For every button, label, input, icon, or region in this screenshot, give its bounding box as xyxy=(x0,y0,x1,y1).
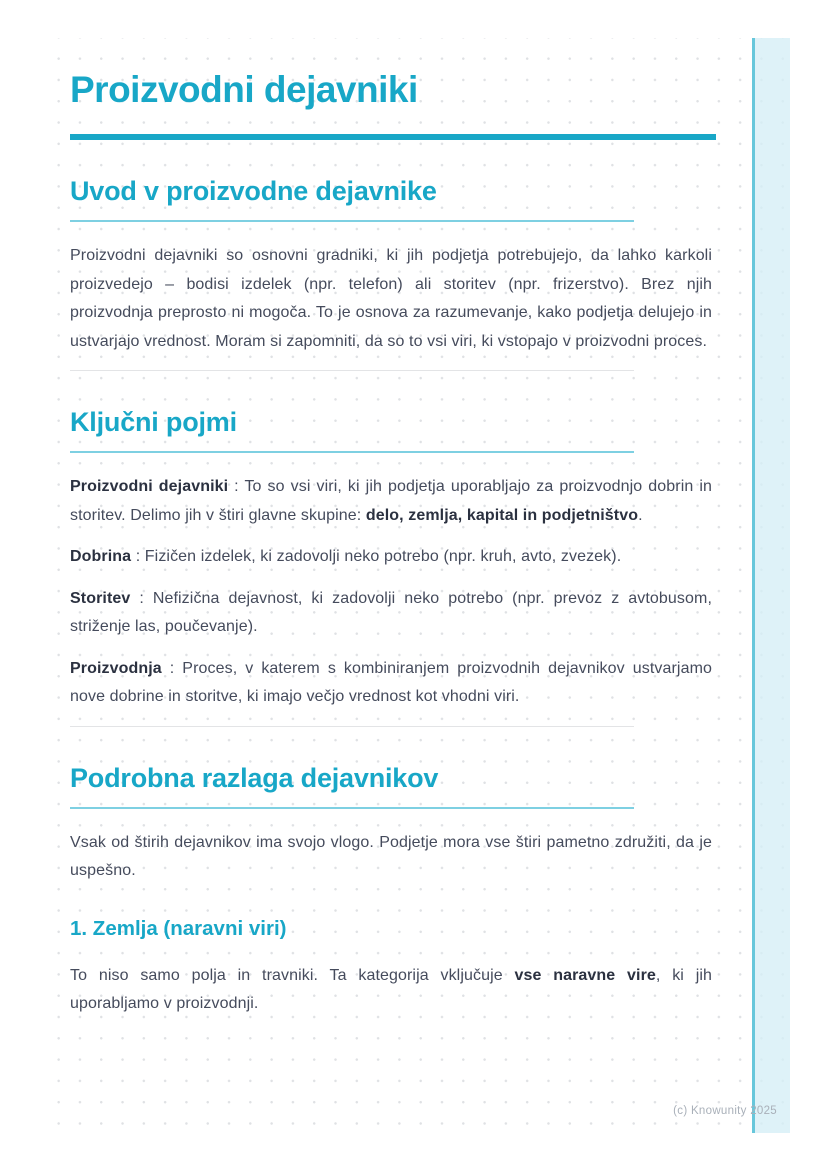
page-title: Proizvodni dejavniki xyxy=(70,69,418,110)
footer-copyright: (c) Knowunity 2025 xyxy=(673,1105,777,1117)
paragraph-definition-dobrina: Dobrina : Fizičen izdelek, ki zadovolji neko potrebo (npr. kruh, avto, zvezek). xyxy=(70,548,622,565)
paragraph-definition-storitev: Storitev : Nefizična dejavnost, ki zadovolji neko potrebo (npr. prevoz z avtobusom, striženje las, poučevanje). xyxy=(70,589,712,635)
paragraph-definition-proizvodnja: Proizvodnja : Proces, v katerem s kombiniranjem proizvodnih dejavnikov ustvarjamo nove dobrine in storitve, ki imajo večjo vrednost kot vhodni viri. xyxy=(70,659,712,705)
section-podrobna-razlaga xyxy=(70,761,712,1019)
paragraph-definition-proizvodni-dejavniki: Proizvodni dejavniki : To so vsi viri, ki jih podjetja uporabljajo za proizvodnjo dobrin in storitev. Delimo jih v štiri glavne skupine: delo, zemlja, kapital in podjetništvo. xyxy=(70,478,713,524)
paragraph-intro: Proizvodni dejavniki so osnovni gradniki, ki jih podjetja potrebujejo, da lahko karkoli proizvedejo – bodisi izdelek (npr. telefon) ali storitev (npr. frizerstvo). Brez njih proizvodnja preprosto ni mogoča. To je osnova za razumevanje, kako podjetja delujejo in ustvarjajo vrednost. Moram si zapomniti, da so to vsi viri, ki vstopajo v proizvodni proces. xyxy=(70,247,712,350)
page-content xyxy=(70,68,712,1019)
paragraph-overview: Vsak od štirih dejavnikov ima svojo vlogo. Podjetje mora vse štiri pametno združiti, da je uspešno. xyxy=(70,833,712,879)
section-title-uvod: Uvod v proizvodne dejavnike xyxy=(70,176,437,206)
subsection-title-zemlja: 1. Zemlja (naravni viri) xyxy=(70,916,287,940)
section-title-podrobna-razlaga: Podrobna razlaga dejavnikov xyxy=(70,762,439,793)
section-uvod xyxy=(70,174,712,356)
section-title-underline xyxy=(70,807,634,809)
section-divider xyxy=(70,726,634,727)
section-kljucni-pojmi xyxy=(70,405,712,712)
section-title-kljucni-pojmi: Ključni pojmi xyxy=(70,407,237,437)
document-page xyxy=(45,38,790,1133)
paragraph-zemlja: To niso samo polja in travniki. Ta kategorija vključuje vse naravne vire, ki jih uporabljamo v proizvodnji. xyxy=(70,966,712,1012)
section-divider xyxy=(70,370,634,371)
section-title-underline xyxy=(70,451,634,453)
margin-stripe xyxy=(752,38,790,1133)
title-rule xyxy=(70,134,716,140)
section-title-underline xyxy=(70,220,634,222)
